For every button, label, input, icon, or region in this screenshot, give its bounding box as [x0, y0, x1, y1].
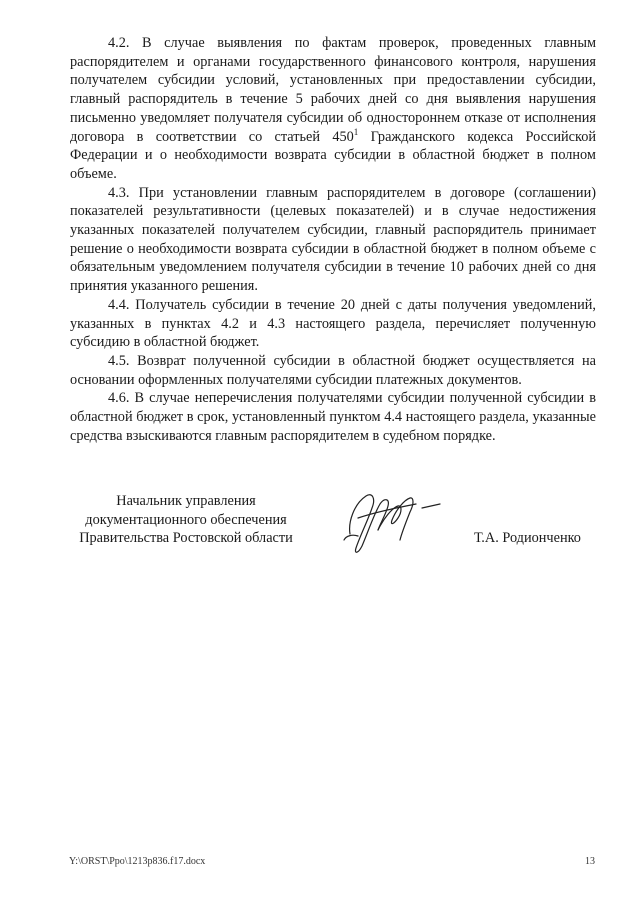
paragraph-4-2 [70, 34, 596, 184]
paragraph-4-2-text-b: Гражданского кодекса Российской Федерации и о необходимости возврата субсидии в областной бюджет в полном объеме. [70, 128, 596, 182]
signatory-name: Т.А. Родионченко [474, 530, 581, 546]
document-body [70, 34, 596, 445]
paragraph-4-5: 4.5. Возврат полученной субсидии в областной бюджет осуществляется на основании оформленных получателями субсидии платежных документов. [70, 352, 596, 388]
signatory-title-line-1: Начальник управления [116, 493, 256, 509]
paragraph-4-2-text-a: 4.2. В случае выявления по фактам проверок, проведенных главным распорядителем и органами государственного финансового контроля, нарушения получателем субсидии условий, установленных при предоставлении субсидии, главный распорядитель в течение 5 рабочих дней со дня выявления нарушения письменно уведомляет получателя субсидии об одностороннем отказе от исполнения договора в соответствии со статьей 450 [70, 35, 596, 145]
handwritten-signature [336, 478, 456, 556]
paragraph-4-3: 4.3. При установлении главным распорядителем в договоре (соглашении) показателей результативности (целевых показателей) и в случае недостижения указанных показателей получателем субсидии, главный распорядитель принимает решение о необходимости возврата субсидии в областной бюджет в полном объеме с обязательным уведомлением получателя субсидии в течение 10 рабочих дней со дня принятия указанного решения. [70, 184, 596, 295]
signatory-title-line-3: Правительства Ростовской области [79, 530, 293, 546]
signatory-title-line-2: документационного обеспечения [85, 511, 287, 528]
file-path: Y:\ORST\Ppo\1213p836.f17.docx [69, 856, 206, 867]
paragraph-4-6: 4.6. В случае неперечисления получателями субсидии полученной субсидии в областной бюджет в срок, установленный пунктом 4.4 настоящего раздела, указанные средства взыскиваются главным распорядителем в судебном порядке. [70, 390, 596, 444]
page-number: 13 [585, 856, 595, 867]
article-superscript: 1 [353, 126, 359, 137]
paragraph-4-4: 4.4. Получатель субсидии в течение 20 дней с даты получения уведомлений, указанных в пунктах 4.2 и 4.3 настоящего раздела, перечисляет полученную субсидию в областной бюджет. [70, 296, 596, 351]
signatory-title [62, 492, 310, 548]
